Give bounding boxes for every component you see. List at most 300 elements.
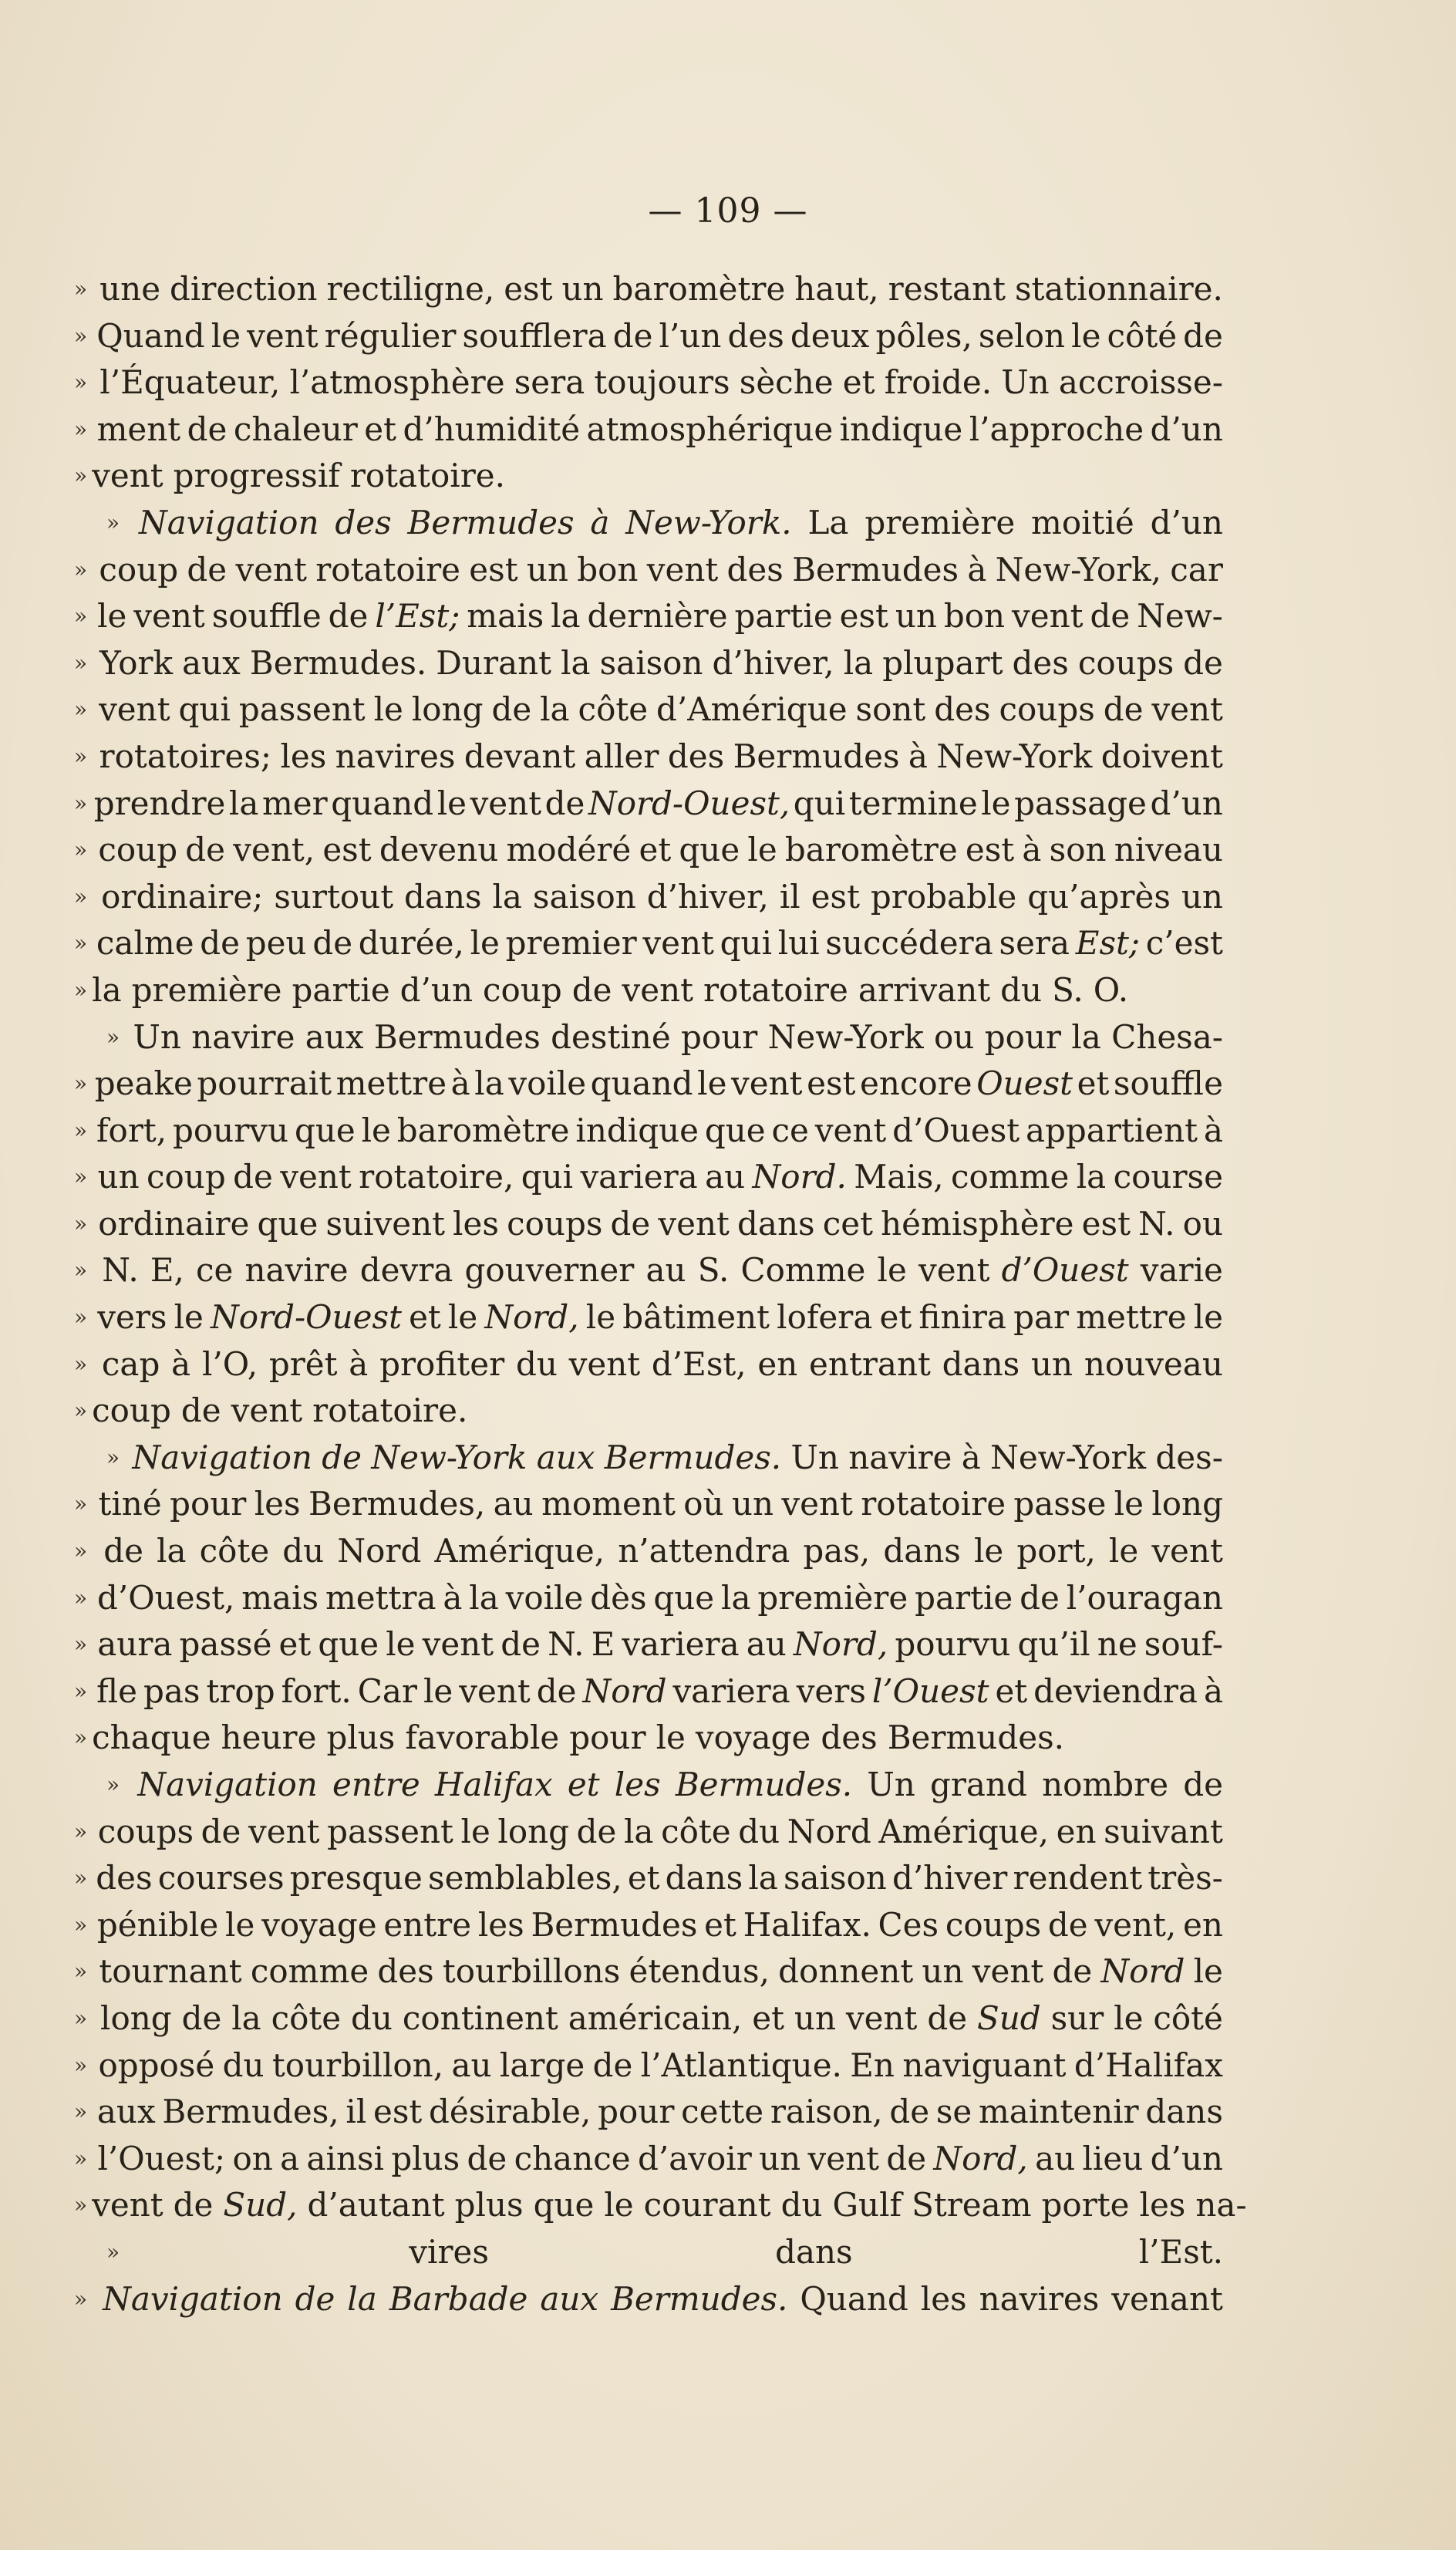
word: et [879,1298,912,1337]
word: son [1049,831,1107,869]
quote-mark: » [74,1865,88,1891]
word: d’un [1150,784,1223,822]
word: les [614,1766,661,1803]
word: premier [505,924,637,963]
word: de [612,316,653,355]
word: mer [261,784,328,822]
word: au [645,1251,686,1290]
word: à [590,503,610,541]
word: vent [92,457,163,495]
word: d’un [1150,2139,1223,2177]
quote-mark: » [74,603,88,629]
word: un [526,550,568,589]
quote-mark: » [74,1398,88,1424]
word: d’autant [307,2186,445,2225]
word: Nord [337,1532,422,1570]
word: plus [326,1719,396,1757]
word: entrant [809,1344,931,1383]
word: de [1183,316,1223,355]
text-line [74,2229,1223,2276]
word: d’Ouest [892,1111,1020,1149]
word: ment [96,410,181,448]
word: est [1081,1204,1131,1243]
word: des- [1155,1438,1223,1476]
word: de [180,1391,221,1430]
word: des [377,1952,434,1991]
word: pôles, [875,316,972,355]
word: et [752,1999,785,2037]
word: pour [170,1485,247,1523]
word: le [97,597,127,636]
word: le [423,1671,453,1710]
word: pas [143,1671,201,1710]
word: la [540,690,570,729]
word: le [225,1905,255,1944]
word: Nord [787,1812,871,1850]
word: donnent [778,1952,914,1991]
word: rotatoire, [359,1158,514,1196]
word: courant [643,2186,771,2225]
word: à [349,1344,369,1383]
quote-mark: » [74,1584,88,1611]
word: navire [848,1438,952,1476]
word: Un [790,1438,839,1476]
word: au [705,1158,746,1196]
word: vent, [1094,1905,1177,1944]
word: à [1022,831,1042,869]
word: saison [599,643,703,682]
word: de [201,1812,241,1850]
word: devra [359,1251,453,1290]
word: saison [783,1859,887,1897]
word: quand [590,1064,693,1103]
word: moitié [1031,503,1134,541]
word: N. [548,1625,585,1664]
word: Bermudes, [308,1485,486,1523]
word: vent [1151,1532,1223,1570]
word: est [469,550,518,589]
word: restant [888,270,1006,308]
word: voyage [695,1719,811,1757]
word: appartient [1026,1111,1198,1149]
word: de [295,2279,335,2318]
word: Nord-Ouest [210,1298,402,1337]
word: doivent [1100,737,1223,775]
word: ou [1182,1204,1223,1243]
text-line [74,1809,1223,1856]
word: le [447,1298,478,1337]
quote-mark: » [74,1117,88,1143]
word: baromètre [612,270,786,308]
word: de [328,597,369,636]
word: la [228,784,259,822]
word: première [865,503,1016,541]
text-line [74,2042,1223,2090]
word: est [965,831,1015,869]
word: Un [133,1017,181,1056]
word: des [726,550,784,589]
word: la [347,2279,377,2318]
quote-mark: » [74,2052,88,2078]
word: de [187,550,228,589]
word: durée, [358,924,464,963]
text-line [74,920,1223,967]
word: vires [409,2232,489,2271]
word: que [653,1578,715,1617]
word: naviguant [902,2046,1067,2084]
word: est [807,1064,856,1103]
word: fort, [96,1111,167,1149]
word: souffle [211,597,322,636]
word: passé [179,1625,272,1664]
word: vent [422,1625,494,1664]
word: devenu [379,831,499,869]
word: la [624,1812,654,1850]
word: mais [467,597,544,636]
word: presque [289,1859,423,1897]
word: a [280,2139,300,2177]
word: de [312,924,353,963]
word: baromètre [396,1111,570,1149]
word: Est; [1075,924,1141,963]
quote-mark: » [74,2005,88,2031]
word: en [757,1344,798,1383]
word: coup [483,970,562,1009]
quote-mark: » [106,2238,120,2265]
word: vent [99,690,170,729]
word: des [335,503,392,541]
word: de [544,784,585,822]
word: de [173,2186,214,2225]
word: le [585,1298,616,1337]
word: d’Est, [651,1344,747,1383]
text-line [74,1061,1223,1108]
word: opposé [98,2046,215,2084]
word: coups [507,1204,603,1243]
word: Nord [1100,1952,1185,1991]
word: progressif [173,457,340,495]
quote-mark: » [74,1210,88,1236]
quote-mark: » [106,509,120,535]
word: Quand [96,316,205,355]
word: des [934,690,991,729]
word: que [257,1204,318,1243]
word: ainsi [306,2139,384,2177]
word: il [779,877,800,916]
word: long [1151,1485,1223,1523]
quote-mark: » [74,2145,88,2171]
text-line [74,593,1223,640]
word: au [746,1625,787,1664]
word: variera [622,1625,740,1664]
word: d’un [1150,410,1223,448]
quote-mark: » [74,1678,88,1704]
word: destiné [551,1017,671,1056]
text-line [74,547,1223,594]
quote-mark: » [74,649,88,676]
word: Bermudes, [162,2093,339,2131]
quote-mark: » [74,1631,88,1658]
word: coup [99,550,179,589]
word: à [1203,1111,1223,1149]
word: côte [271,1999,342,2037]
word: côte [199,1532,270,1570]
text-line [74,1575,1223,1622]
word: calme [96,924,194,963]
word: entre [383,1905,472,1944]
word: New-York. [625,503,792,541]
word: à [450,1064,470,1103]
word: Barbade [389,2279,528,2318]
word: et [995,1671,1028,1710]
word: de [185,831,226,869]
word: comme [951,1158,1070,1196]
word: à [908,737,928,775]
word: cette [681,2093,764,2131]
word: qui [521,1158,574,1196]
word: saison [532,877,636,916]
word: vent [470,784,542,822]
word: le [1193,1952,1223,1991]
word: fort. [281,1671,352,1710]
word: suivent [325,1204,445,1243]
word: Navigation [137,1766,318,1803]
word: les [920,2279,967,2318]
word: tiné [98,1485,162,1523]
word: de [200,924,241,963]
word: côte [661,1812,731,1850]
word: de [1052,1952,1093,1991]
word: partie [292,970,390,1009]
text-line [74,640,1223,687]
word: il [345,2093,367,2131]
word: l’Est; [375,597,460,636]
word: Nord. [752,1158,847,1196]
text-line [74,1528,1223,1575]
word: le [656,1719,686,1757]
word: dans [942,1344,1020,1383]
word: probable [870,877,1017,916]
word: l’ouragan [1066,1578,1223,1617]
word: voyage [261,1905,377,1944]
word: vent [642,924,714,963]
word: le [973,1532,1004,1570]
word: quand [331,784,434,822]
word: dans [737,1204,815,1243]
word: la [92,970,122,1009]
word: d’Ouest [1001,1251,1129,1290]
word: mettre [335,1064,447,1103]
text-line [74,1481,1223,1528]
text-line [74,2182,1247,2229]
word: est [322,831,372,869]
word: port, [1016,1532,1096,1570]
word: vent [918,1251,990,1290]
word: vent [845,1999,918,2037]
word: pourvu [895,1625,1011,1664]
word: Ces [878,1905,939,1944]
word: les [280,737,327,775]
word: de [322,1438,362,1476]
word: navires [979,2279,1100,2318]
quote-mark: » [74,1164,88,1190]
word: au [493,1485,534,1523]
word: course [1113,1158,1223,1196]
quote-mark: » [74,1351,88,1377]
word: de [491,690,532,729]
quote-mark: » [106,1772,120,1797]
word: hémisphère [881,1204,1074,1243]
word: le [174,1298,204,1337]
word: Bermudes [531,1905,698,1944]
quote-mark: » [74,416,88,442]
word: Bermudes [373,1017,541,1056]
word: aux [182,643,241,682]
word: de [576,1812,617,1850]
word: de [1090,597,1131,636]
quote-mark: » [74,1958,88,1985]
quote-mark: » [74,556,88,582]
word: de [1047,1905,1088,1944]
word: Bermudes. [887,1719,1065,1757]
word: coup [98,831,178,869]
word: semblables, [428,1859,622,1897]
word: un [1181,877,1223,916]
word: coup [147,1158,226,1196]
text-line [74,1902,1223,1949]
word: cet [822,1204,873,1243]
word: pénible [96,1905,219,1944]
word: le [1114,1999,1144,2037]
quote-mark: » [74,2099,88,2125]
quote-mark: » [74,1818,88,1844]
word: coups [97,1812,194,1850]
word: Chesa- [1111,1017,1223,1056]
word: York [99,643,174,682]
word: un [794,1999,837,2037]
word: le [697,1064,727,1103]
word: Bermudes. [604,1438,782,1476]
word: la [492,877,522,916]
word: indique [575,1111,699,1149]
text-line [74,453,1223,500]
word: Car [357,1671,417,1710]
word: du [1000,970,1043,1009]
word: arrivant [858,970,991,1009]
quote-mark: » [74,369,88,396]
word: l’atmosphère [289,363,505,402]
word: d’un [399,970,474,1009]
word: la [157,1532,187,1570]
word: les [477,1905,524,1944]
word: nombre [1042,1766,1169,1803]
word: à [171,1344,191,1383]
text-line [74,313,1223,360]
word: souffle [1113,1064,1223,1103]
word: des [727,316,784,355]
quote-mark: » [74,276,88,302]
word: chance [514,2139,631,2177]
text-line [74,1762,1223,1809]
word: favorable [405,1719,560,1757]
word: navire [191,1017,295,1056]
word: Amérique, [878,1812,1050,1850]
word: raison, [770,2093,883,2131]
word: et [567,1766,600,1803]
word: cap [101,1344,160,1383]
word: rotatoires; [99,737,272,775]
word: où [683,1485,724,1523]
word: dans [1145,2093,1223,2131]
word: le [373,690,403,729]
word: navires [335,737,456,775]
word: surtout [274,877,394,916]
word: l’O, [201,1344,258,1383]
quote-mark: » [74,2285,88,2312]
word: sont [855,690,926,729]
word: peu [245,924,307,963]
word: et [639,831,672,869]
word: bon [577,550,639,589]
word: stationnaire. [1014,270,1223,308]
word: la [748,1859,778,1897]
word: coup [92,1391,171,1430]
word: suivant [1104,1812,1223,1850]
word: de [592,2046,633,2084]
word: à [961,1438,981,1476]
word: d’Halifax [1073,2046,1223,2084]
word: aura [97,1625,173,1664]
text-line [74,1715,1223,1762]
word: lui [777,924,820,963]
word: de [536,1671,577,1710]
word: du [515,1344,558,1383]
word: le [877,1251,907,1290]
text-line [74,734,1223,781]
word: l’approche [969,410,1144,448]
text-line [74,1108,1223,1155]
word: E [591,1625,615,1664]
text-line [74,266,1223,313]
word: rotatoire [861,1485,1006,1523]
word: gouverner [464,1251,635,1290]
word: Durant [436,643,552,682]
word: New-York [767,1017,924,1056]
word: vent [459,1671,531,1710]
word: d’hiver, [712,643,834,682]
word: la [843,643,874,682]
word: ordinaire [98,1204,250,1243]
word: Nord, [793,1625,888,1664]
quote-mark: » [74,1257,88,1283]
word: vent [972,1952,1044,1991]
word: est [373,2093,423,2131]
word: plus [391,2139,460,2177]
word: Navigation [132,1438,312,1476]
word: pourvu [173,1111,289,1149]
word: un [759,2139,801,2177]
word: grand [929,1766,1027,1803]
quote-mark: » [74,2192,88,2218]
word: est [811,877,860,916]
quote-mark: » [74,697,88,723]
word: soufflera [462,316,607,355]
word: partie [915,1578,1013,1617]
word: le [460,1812,490,1850]
word: vent [133,597,205,636]
word: ou [934,1017,975,1056]
word: entre [332,1766,420,1803]
